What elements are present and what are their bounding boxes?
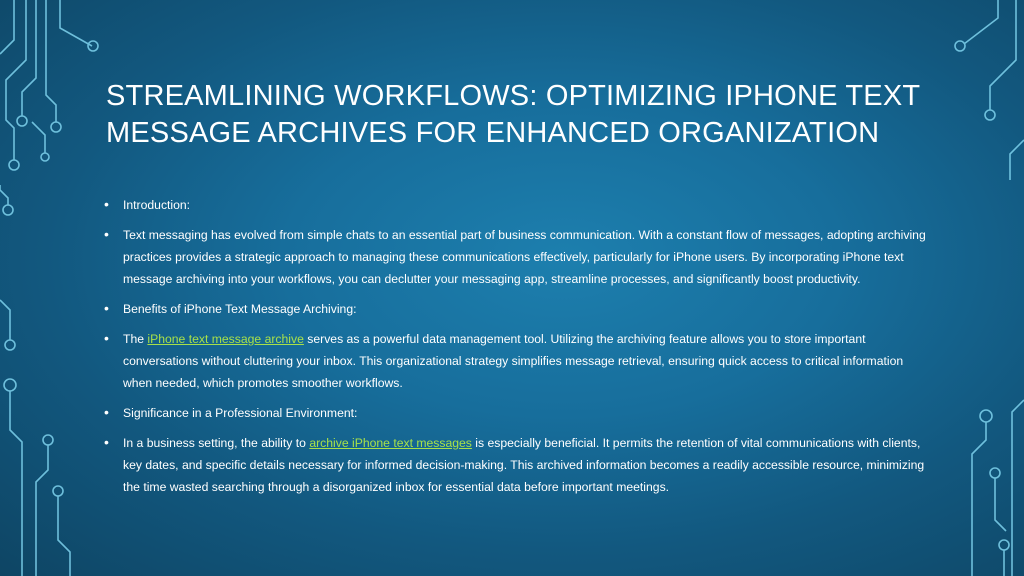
slide-title: STREAMLINING WORKFLOWS: OPTIMIZING IPHONE TEXT MESSAGE ARCHIVES FOR ENHANCED ORGANIZATION xyxy=(106,80,920,149)
archive-iphone-text-messages-link[interactable]: archive iPhone text messages xyxy=(309,436,472,450)
bullet-significance-heading xyxy=(104,402,930,424)
bullet-list xyxy=(104,194,930,506)
bullet-text: Benefits of iPhone Text Message Archiving: xyxy=(123,302,357,316)
bullet-text: Introduction: xyxy=(123,198,191,212)
bullet-text-after: is especially beneficial. It permits the retention of vital communications with clients, key dates, and specific details necessary for informed decision-making. This archived information becomes a readily accessible resource, minimizing the time wasted searching through a disorganized inbox for essential data before important meetings. xyxy=(123,436,925,494)
bullet-benefits-heading xyxy=(104,298,930,320)
iphone-text-message-archive-link[interactable]: iPhone text message archive xyxy=(147,332,304,346)
bullet-text: Significance in a Professional Environment: xyxy=(123,406,358,420)
bullet-text-before: The xyxy=(123,332,148,346)
bullet-significance-paragraph xyxy=(104,432,930,498)
bullet-text-before: In a business setting, the ability to xyxy=(123,436,310,450)
bullet-benefits-paragraph xyxy=(104,328,930,394)
bullet-text-after: serves as a powerful data management tool. Utilizing the archiving feature allows you to store important conversations without cluttering your inbox. This organizational strategy simplifies message retrieval, ensuring quick access to critical information when needed, which promotes smoother workflows. xyxy=(123,332,904,390)
bullet-introduction xyxy=(104,194,930,216)
bullet-text: Text messaging has evolved from simple chats to an essential part of business communication. With a constant flow of messages, adopting archiving practices provides a strategic approach to managing these communications effectively, particularly for iPhone users. By incorporating iPhone text message archiving into your workflows, you can declutter your messaging app, streamline processes, and significantly boost productivity. xyxy=(123,228,926,286)
bullet-intro-paragraph xyxy=(104,224,930,290)
